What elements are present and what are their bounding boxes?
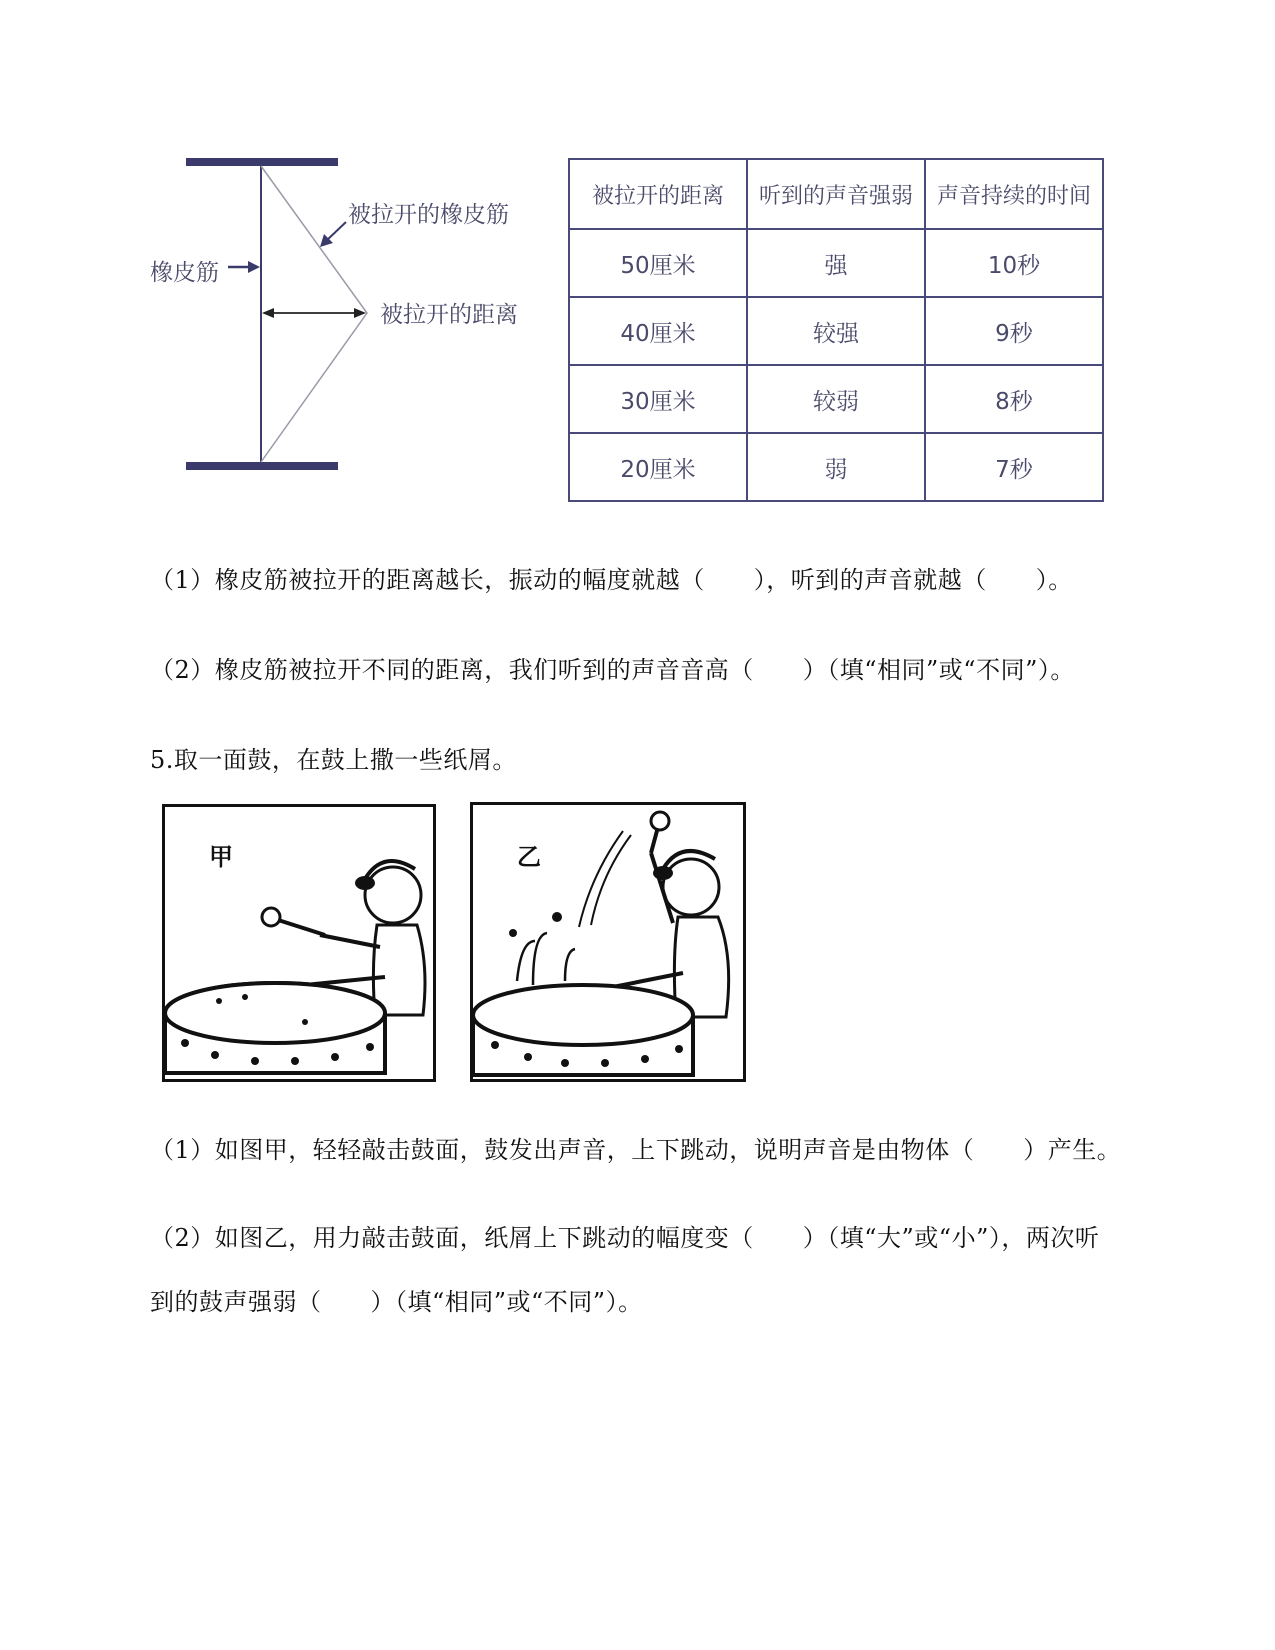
cell-loudness: 强	[747, 229, 925, 297]
cell-distance: 30厘米	[569, 365, 747, 433]
table-row	[569, 297, 1103, 365]
header-loudness: 听到的声音强弱	[747, 159, 925, 229]
table-header-row	[569, 159, 1103, 229]
top-bar	[186, 158, 338, 166]
drum-illustration-b	[473, 805, 743, 1079]
label-stretched-band: 被拉开的橡皮筋	[348, 202, 509, 228]
cell-distance: 20厘米	[569, 433, 747, 501]
bottom-bar	[186, 462, 338, 470]
cell-distance: 50厘米	[569, 229, 747, 297]
question-4-2: （2）橡皮筋被拉开不同的距离，我们听到的声音音高（ ）（填“相同”或“不同”）。	[150, 656, 1075, 684]
table-row	[569, 433, 1103, 501]
rubber-band-data-table	[568, 158, 1104, 502]
label-rubber-band: 橡皮筋	[150, 260, 219, 286]
cell-loudness: 较强	[747, 297, 925, 365]
header-distance: 被拉开的距离	[569, 159, 747, 229]
question-5-2-line1: （2）如图乙，用力敲击鼓面，纸屑上下跳动的幅度变（ ）（填“大”或“小”），两次听	[150, 1224, 1100, 1252]
cell-distance: 40厘米	[569, 297, 747, 365]
cell-duration: 10秒	[925, 229, 1103, 297]
drum-illustration-a	[165, 807, 433, 1079]
question-5-title: 5.取一面鼓，在鼓上撒一些纸屑。	[150, 746, 517, 774]
panel-a-label: 甲	[209, 843, 233, 871]
table-row	[569, 365, 1103, 433]
cell-duration: 7秒	[925, 433, 1103, 501]
question-4-1: （1）橡皮筋被拉开的距离越长，振动的幅度就越（ ），听到的声音就越（ ）。	[150, 566, 1073, 594]
cell-loudness: 弱	[747, 433, 925, 501]
rubber-band-diagram	[150, 150, 550, 500]
cell-duration: 8秒	[925, 365, 1103, 433]
cell-duration: 9秒	[925, 297, 1103, 365]
cell-loudness: 较弱	[747, 365, 925, 433]
table-row	[569, 229, 1103, 297]
question-5-2-line2: 到的鼓声强弱（ ）（填“相同”或“不同”）。	[150, 1288, 643, 1316]
panel-b-label: 乙	[517, 843, 541, 871]
label-stretched-distance: 被拉开的距离	[380, 302, 518, 328]
drum-panel-a	[162, 804, 436, 1082]
drum-panel-b	[470, 802, 746, 1082]
question-5-1: （1）如图甲，轻轻敲击鼓面，鼓发出声音，上下跳动，说明声音是由物体（ ）产生。	[150, 1136, 1122, 1164]
header-duration: 声音持续的时间	[925, 159, 1103, 229]
